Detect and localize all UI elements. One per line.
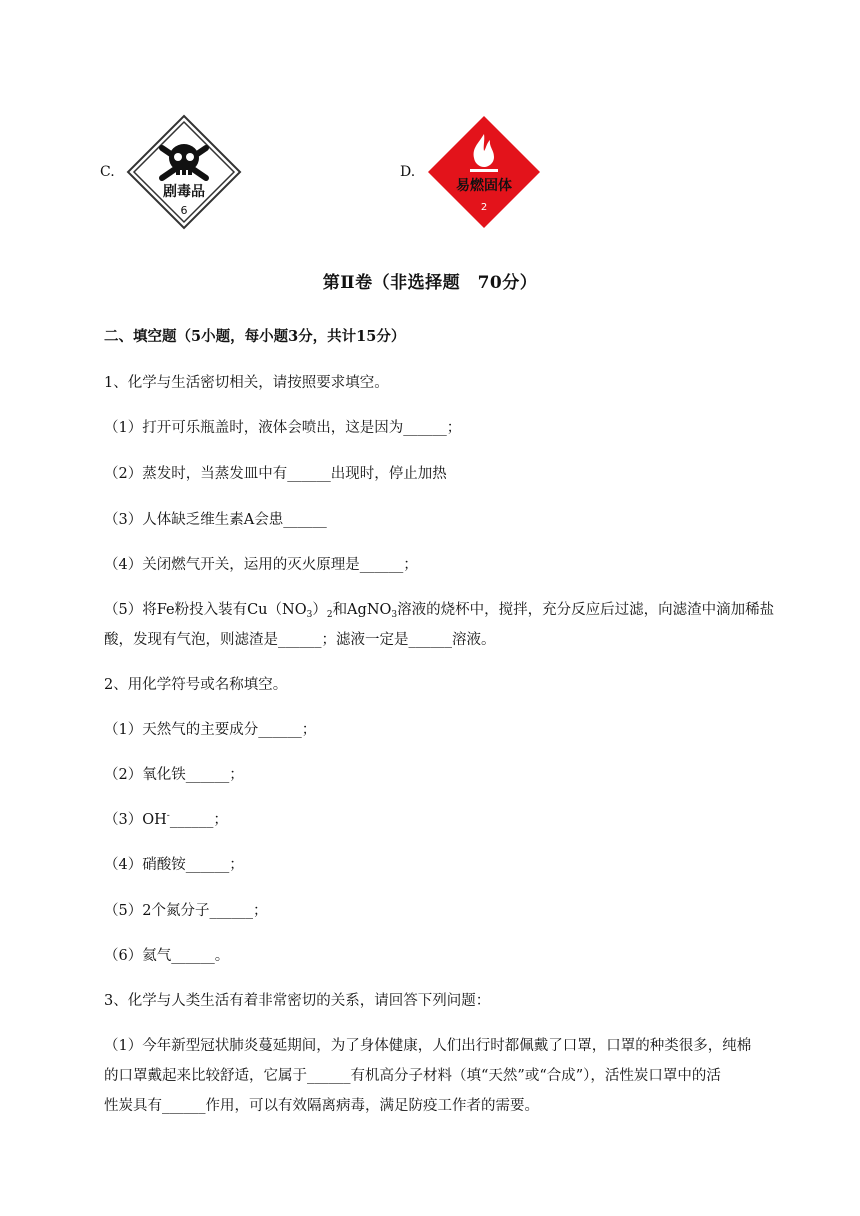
q3-sub1-line3: 性炭具有______作用，可以有效隔离病毒，满足防疫工作者的需要。 — [104, 1098, 539, 1114]
toxic-hazard-sign — [126, 114, 242, 230]
q2-stem: 2、用化学符号或名称填空。 — [104, 677, 288, 693]
option-c-label: C. — [100, 164, 115, 180]
q3-sub1-line2: 的口罩戴起来比较舒适，它属于______有机高分子材料（填“天然”或“合成”），活性炭口罩中的活 — [104, 1068, 721, 1084]
q3-stem: 3、化学与人类生活有着非常密切的关系，请回答下列问题： — [104, 993, 491, 1009]
q2-sub4: （4）硝酸铵______； — [104, 857, 244, 873]
q1-sub2: （2）蒸发时，当蒸发皿中有______出现时，停止加热 — [104, 466, 447, 482]
q2-sub5: （5）2个氮分子______； — [104, 903, 268, 919]
section-title: 第Ⅱ卷（非选择题 70分） — [322, 273, 538, 293]
flammable-solid-hazard-sign — [426, 114, 542, 230]
q1-sub1: （1）打开可乐瓶盖时，液体会喷出，这是因为______； — [104, 420, 462, 436]
q1-sub5-line2: 酸，发现有气泡，则滤渣是______；滤液一定是______溶液。 — [104, 632, 496, 648]
toxic-sign-number: 6 — [180, 204, 188, 217]
q2-sub6: （6）氦气______。 — [104, 948, 230, 964]
q1-sub4: （4）关闭燃气开关，运用的灭火原理是______； — [104, 557, 418, 573]
q2-sub3: （3）OH-______； — [104, 811, 228, 828]
flammable-sign-text: 易燃固体 — [456, 178, 512, 194]
toxic-sign-text: 剧毒品 — [163, 184, 205, 200]
q3-sub1-line1: （1）今年新型冠状肺炎蔓延期间，为了身体健康，人们出行时都佩戴了口罩，口罩的种类很多，纯棉 — [104, 1038, 752, 1054]
q1-sub5-line1: （5）将Fe粉投入装有$Cu(NO_3)_2$和AgNO$_3$溶液的烧杯中，搅拌，充分反应后过滤，向滤渣中滴加稀盐 — [104, 602, 775, 620]
q1-sub3: （3）人体缺乏维生素A会患______ — [104, 512, 327, 528]
q1-stem: 1、化学与生活密切相关，请按照要求填空。 — [104, 375, 389, 391]
part-heading: 二、填空题（5小题，每小题3分，共计15分） — [104, 328, 406, 345]
flammable-sign-number: 2 — [480, 202, 488, 213]
option-d-label: D. — [400, 164, 416, 180]
q2-sub2: （2）氧化铁______； — [104, 767, 244, 783]
q2-sub1: （1）天然气的主要成分______； — [104, 722, 317, 738]
